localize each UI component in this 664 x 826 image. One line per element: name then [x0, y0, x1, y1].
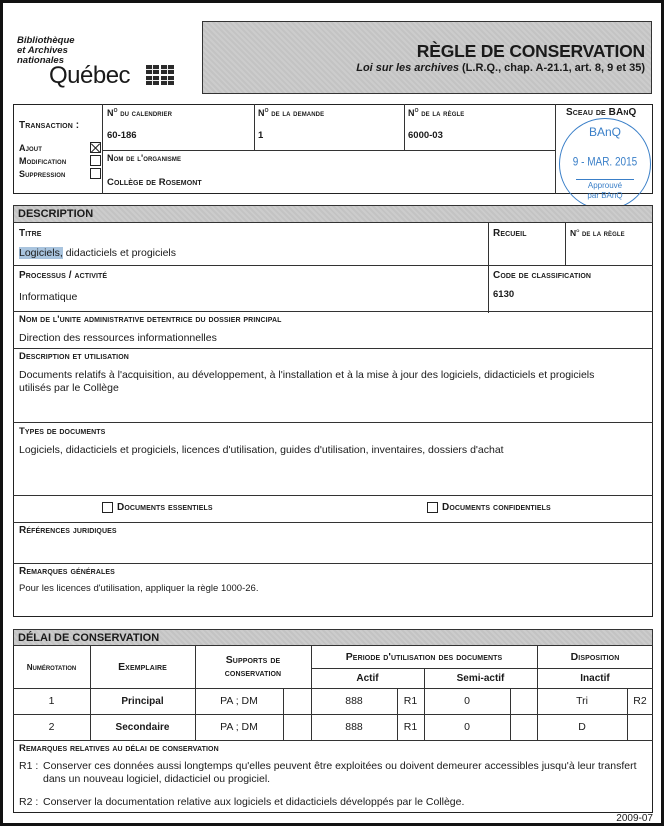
confidentiels-checkbox[interactable] — [427, 502, 438, 513]
essentiels-option[interactable]: Documents essentiels — [102, 502, 213, 513]
transaction-label: Transaction : — [19, 120, 80, 131]
code-classification-label: Code de classification — [493, 270, 592, 281]
r1-text: Conserver ces données aussi longtemps qu'elles peuvent être exploitées ou doivent demeurer accessibles jusqu'à leur transfert dans un nouveau logiciel, didacticiel ou progiciel. — [43, 760, 637, 785]
r2-key: R2 : — [19, 796, 39, 808]
suppression-checkbox[interactable] — [90, 168, 101, 179]
row-actif: 888 — [345, 695, 363, 707]
calendrier-value: 60-186 — [107, 130, 137, 141]
page-title: RÈGLE DE CONSERVATION — [416, 41, 645, 61]
page-subtitle — [356, 62, 645, 74]
stamp-line1: Approuvé — [587, 181, 623, 190]
row-inactif: D — [578, 721, 586, 733]
description-box — [13, 223, 653, 617]
stamp-line2: par BAnQ — [587, 191, 623, 200]
col-header-exemplaire: Exemplaire — [118, 661, 167, 673]
description-section-title: DESCRIPTION — [18, 208, 94, 220]
logo-quebec-wordmark: Québec — [49, 62, 131, 89]
logo-line-2: et Archives — [17, 45, 68, 56]
row-exemplaire: Principal — [121, 695, 164, 707]
no-regle-label: $N^o$ de la règle — [570, 228, 625, 238]
col-header-actif: Actif — [356, 672, 379, 684]
remarques-delai-label: Remarques relatives au délai de conservation — [19, 743, 219, 754]
col-header-periode: Periode d'utilisation des documents — [345, 651, 503, 663]
row-inactif-note: R2 — [633, 695, 647, 707]
banq-approval-stamp — [559, 118, 651, 210]
col-header-disposition: Disposition — [570, 651, 620, 663]
col-header-inactif: Inactif — [580, 672, 610, 684]
quebec-flag-icon — [145, 64, 179, 86]
row-semi-actif: 0 — [464, 721, 470, 733]
unite-label: Nom de l'unite administrative detentrice du dossier principal — [19, 314, 282, 325]
transaction-option-modification[interactable]: Modification — [19, 154, 101, 167]
demande-value: 1 — [258, 130, 264, 141]
processus-value: Informatique — [19, 291, 78, 303]
row-semi-actif: 0 — [464, 695, 470, 707]
row-actif-note: R1 — [403, 695, 418, 707]
form-version: 2009-07 — [616, 813, 653, 824]
ajout-checkbox[interactable] — [90, 142, 101, 153]
stamp-date: 9 - MAR. 2015 — [572, 155, 638, 170]
references-label: Références juridiques — [19, 525, 117, 536]
organisme-label: Nom de l'organisme — [107, 153, 182, 163]
logo-line-3: nationales — [17, 55, 64, 66]
titre-highlighted-word: Logiciels, — [19, 247, 63, 259]
subtitle-law-ref: (L.R.Q., chap. A-21.1, art. 8, 9 et 35) — [462, 62, 645, 74]
types-documents-value: Logiciels, didacticiels et progiciels, licences d'utilisation, guides d'utilisation, inventaires, dossiers d'achat — [19, 444, 504, 456]
types-documents-label: Types de documents — [19, 426, 106, 437]
row-supports: PA ; DM — [220, 721, 258, 733]
r1-key: R1 : — [19, 760, 39, 772]
titre-value: Logiciels, didacticiels et progiciels — [19, 247, 176, 259]
col-header-semi-actif: Semi-actif — [456, 672, 505, 684]
desc-utilisation-label: Description et utilisation — [19, 351, 129, 362]
row-num: 1 — [48, 695, 55, 707]
col-header-numerotation: Numérotation — [26, 662, 77, 672]
row-exemplaire: Secondaire — [115, 721, 170, 733]
sceau-label: Sceau de BAnQ — [566, 107, 637, 118]
calendrier-label: $N^o$ du calendrier — [107, 107, 173, 118]
demande-label: $N^o$ de la demande — [258, 107, 325, 118]
row-num: 2 — [48, 721, 55, 733]
desc-utilisation-value: Documents relatifs à l'acquisition, au développement, à l'installation et à la mise à jour des logiciels, didacticiels et progiciels utilisés par le Collège — [19, 369, 595, 394]
col-header-supports: Supports de conservation — [224, 654, 282, 679]
transaction-option-suppression[interactable]: Suppression — [19, 167, 101, 180]
essentiels-checkbox[interactable] — [102, 502, 113, 513]
r2-text: Conserver la documentation relative aux logiciels et didacticiels développés par le Collège. — [43, 796, 465, 808]
delai-section-title: DÉLAI DE CONSERVATION — [18, 632, 160, 644]
remarques-generales-label: Remarques générales — [19, 566, 115, 577]
logo-line-1: Bibliothèque — [17, 35, 75, 46]
processus-label: Processus / activité — [19, 270, 108, 281]
title-banner — [202, 21, 652, 94]
stamp-top: BAnQ — [588, 125, 621, 139]
remarque-r1 — [19, 760, 639, 786]
recueil-label: Recueil — [493, 228, 527, 239]
titre-label: Titre — [19, 228, 42, 239]
regle-value: 6000-03 — [408, 130, 443, 141]
remarque-r2 — [19, 796, 639, 808]
row-supports: PA ; DM — [220, 695, 258, 707]
code-classification-value: 6130 — [493, 289, 515, 300]
remarques-generales-value: Pour les licences d'utilisation, appliquer la règle 1000-26. — [19, 583, 259, 594]
transaction-options — [19, 141, 101, 180]
regle-label: $N^o$ de la règle — [408, 107, 465, 118]
organisme-value: Collège de Rosemont — [107, 177, 202, 188]
row-inactif-note — [627, 714, 653, 740]
delai-section-header — [13, 629, 653, 646]
description-section-header — [13, 205, 653, 223]
confidentiels-option[interactable]: Documents confidentiels — [427, 502, 551, 513]
row-actif-note: R1 — [403, 721, 418, 733]
row-inactif: Tri — [576, 695, 588, 707]
row-actif: 888 — [345, 721, 363, 733]
unite-value: Direction des ressources informationnelles — [19, 332, 217, 344]
banq-logo — [17, 35, 197, 89]
transaction-option-ajout[interactable]: Ajout — [19, 141, 101, 154]
subtitle-law-name: Loi sur les archives — [356, 62, 459, 74]
modification-checkbox[interactable] — [90, 155, 101, 166]
